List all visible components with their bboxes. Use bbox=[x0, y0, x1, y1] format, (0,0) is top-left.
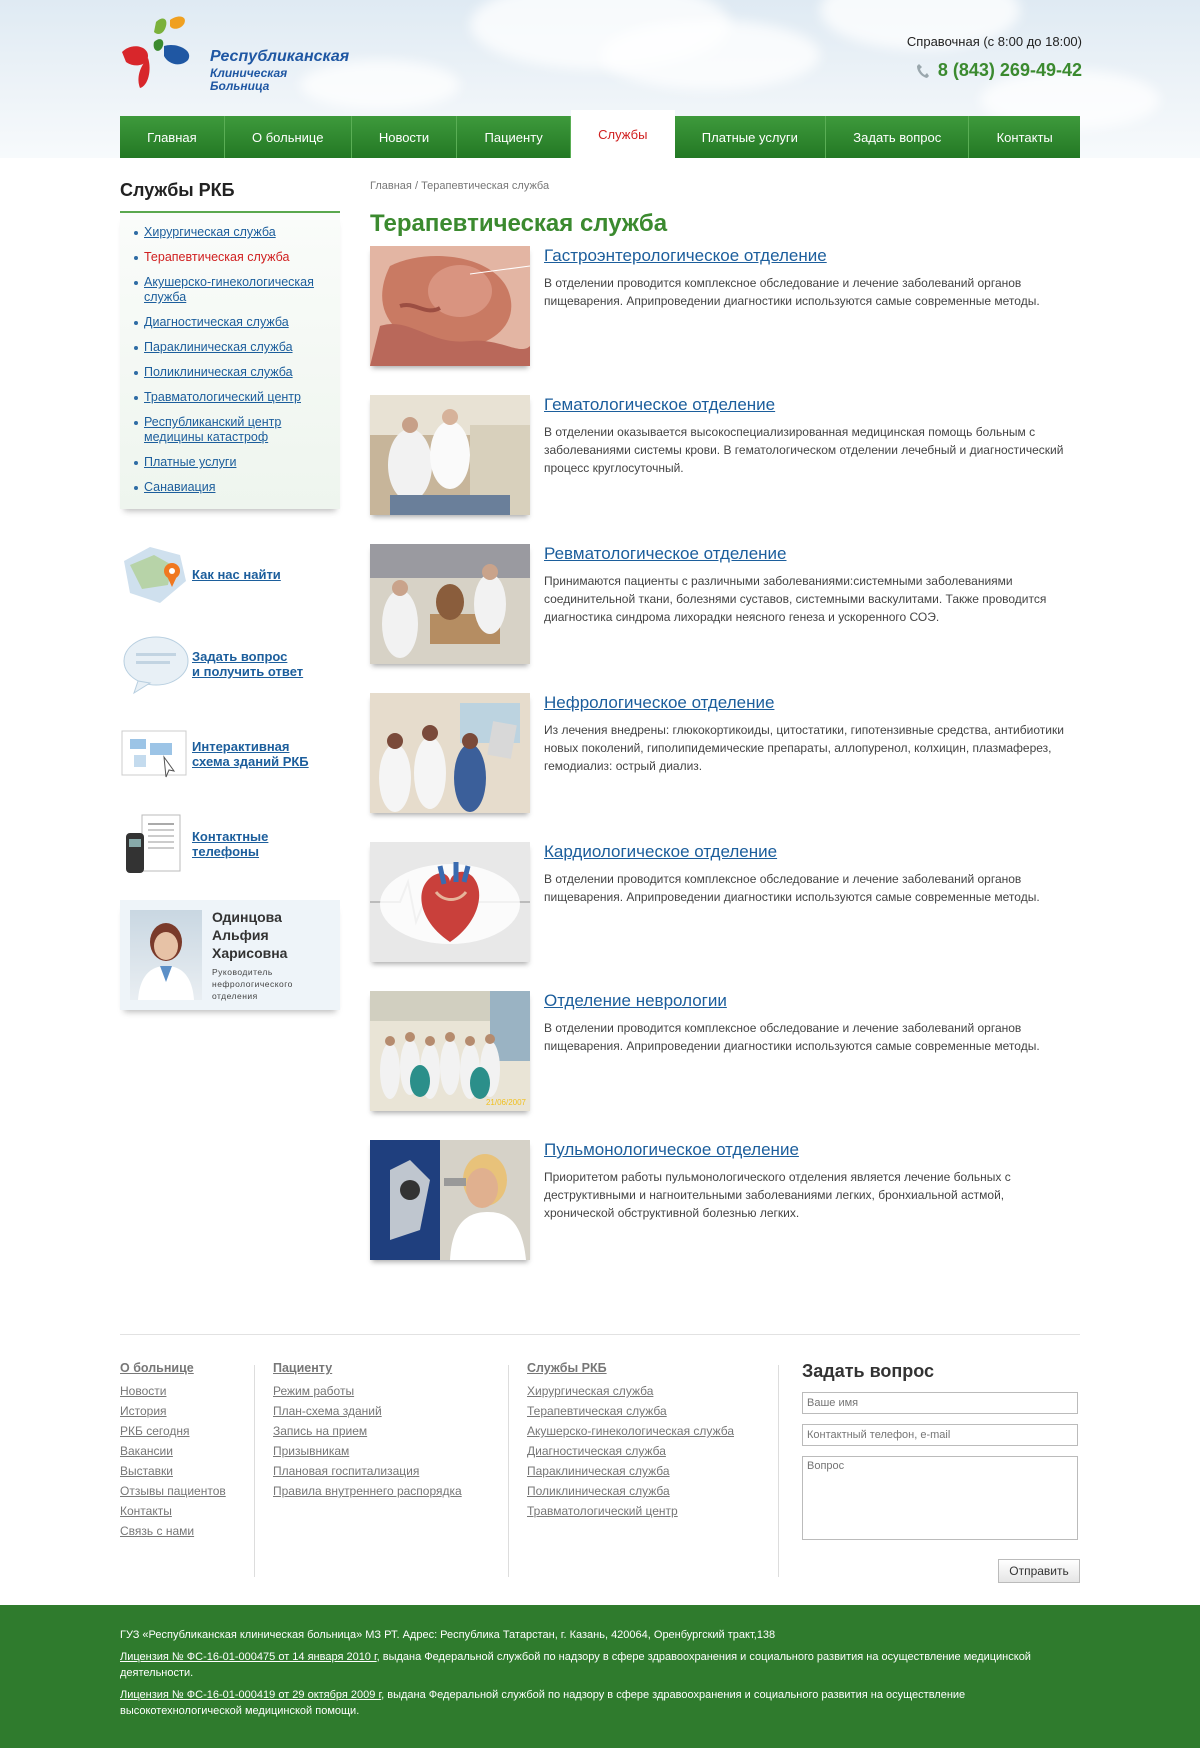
footer-link[interactable]: Поликлиническая служба bbox=[527, 1484, 670, 1498]
footer-link[interactable]: Отзывы пациентов bbox=[120, 1484, 226, 1498]
nav-patient[interactable]: Пациенту bbox=[457, 116, 571, 158]
sidebar-item-obstetrics bbox=[134, 275, 326, 305]
sidebar-menu bbox=[120, 213, 340, 509]
department-head-card[interactable] bbox=[120, 900, 340, 1010]
neurology-photo[interactable] bbox=[370, 991, 530, 1111]
sidebar-link[interactable]: Республиканский центр медицины катастроф bbox=[144, 415, 282, 444]
address-text: ГУЗ «Республиканская клиническая больница» МЗ РТ. Адрес: Республика Татарстан, г. Казань, 420064, Оренбургский тракт,138 bbox=[120, 1629, 776, 1641]
sidebar-link[interactable]: Поликлиническая служба bbox=[144, 365, 293, 379]
footer-link[interactable]: Связь с нами bbox=[120, 1524, 195, 1538]
help-desk-label: Справочная (с 8:00 до 18:00) bbox=[906, 34, 1082, 49]
sidebar-title: Службы РКБ bbox=[120, 180, 340, 213]
breadcrumb-separator: / bbox=[414, 180, 422, 192]
department-title-rheumatology[interactable]: Ревматологическое отделение bbox=[544, 544, 787, 563]
promo-scheme-link[interactable]: Интерактивная схема зданий РКБ bbox=[192, 739, 309, 769]
person-name-1: Одинцова bbox=[212, 909, 282, 925]
footer-col-patient-title[interactable]: Пациенту bbox=[273, 1361, 333, 1375]
nav-services[interactable]: Службы bbox=[571, 110, 675, 158]
breadcrumb bbox=[370, 180, 1080, 192]
sidebar-link[interactable]: Параклиническая служба bbox=[144, 340, 293, 354]
cardiology-photo[interactable] bbox=[370, 842, 530, 962]
sidebar-link[interactable]: Акушерско-гинекологическая служба bbox=[144, 275, 314, 304]
license-1 bbox=[120, 1649, 1040, 1681]
hospital-logo[interactable] bbox=[118, 12, 378, 98]
footer-divider bbox=[254, 1365, 255, 1577]
phone-directory-icon bbox=[120, 811, 192, 877]
footer-link[interactable]: Диагностическая служба bbox=[527, 1444, 666, 1458]
footer-link[interactable]: Правила внутреннего распорядка bbox=[273, 1484, 462, 1498]
department-desc-hematology: В отделении оказывается высокоспециализированная медицинская помощь больным с заболеваниями системы крови. В гематологическом отделении лечебный и диагностический процесс круглосуточный. bbox=[544, 425, 1064, 475]
footer-link[interactable]: Травматологический центр bbox=[527, 1504, 678, 1518]
nav-paid-services[interactable]: Платные услуги bbox=[675, 116, 827, 158]
footer-link[interactable]: История bbox=[120, 1404, 167, 1418]
department-item bbox=[370, 544, 1080, 693]
help-phone[interactable] bbox=[916, 60, 1082, 81]
question-field[interactable] bbox=[802, 1456, 1078, 1540]
license-2 bbox=[120, 1687, 1040, 1719]
department-title-cardiology[interactable]: Кардиологическое отделение bbox=[544, 842, 778, 861]
nav-about[interactable]: О больнице bbox=[225, 116, 352, 158]
nav-home[interactable]: Главная bbox=[120, 116, 225, 158]
promo-find-us[interactable] bbox=[120, 539, 340, 609]
pulmonology-photo[interactable] bbox=[370, 1140, 530, 1260]
promo-scheme[interactable] bbox=[120, 719, 340, 789]
license-2-link[interactable]: Лицензия № ФС-16-01-000419 от 29 октября 2009 г bbox=[120, 1689, 382, 1701]
footer-link[interactable]: План-схема зданий bbox=[273, 1404, 382, 1418]
logo-subtitle-2: Больница bbox=[210, 79, 270, 93]
logo-emblem-icon bbox=[118, 12, 208, 92]
footer-links bbox=[120, 1334, 1080, 1578]
department-title-hematology[interactable]: Гематологическое отделение bbox=[544, 395, 776, 414]
footer-link[interactable]: Параклиническая служба bbox=[527, 1464, 670, 1478]
footer-col-about-title[interactable]: О больнице bbox=[120, 1361, 194, 1375]
phone-number: 8 (843) 269-49-42 bbox=[937, 60, 1082, 80]
footer-link[interactable]: РКБ сегодня bbox=[120, 1424, 190, 1438]
nav-ask-question[interactable]: Задать вопрос bbox=[826, 116, 969, 158]
main-nav bbox=[120, 116, 1080, 158]
sidebar bbox=[120, 180, 340, 879]
department-item bbox=[370, 842, 1080, 991]
sidebar-link[interactable]: Диагностическая служба bbox=[144, 315, 289, 329]
hematology-photo[interactable] bbox=[370, 395, 530, 515]
footer-link[interactable]: Новости bbox=[120, 1384, 167, 1398]
site-header bbox=[0, 0, 1200, 158]
person-name-3: Харисовна bbox=[212, 945, 288, 961]
logo-subtitle-1: Клиническая bbox=[210, 66, 288, 80]
logo-title: Республиканская bbox=[210, 48, 350, 65]
footer-col-about bbox=[120, 1361, 226, 1541]
person-photo bbox=[130, 910, 202, 1000]
license-1-link[interactable]: Лицензия № ФС-16-01-000475 от 14 января 2010 г bbox=[120, 1651, 377, 1663]
department-desc-cardiology: В отделении проводится комплексное обследование и лечение заболеваний органов пищеварения. Априпроведении диагностики используются самые современные методы. bbox=[544, 872, 1040, 904]
footer-link[interactable]: Терапевтическая служба bbox=[527, 1404, 667, 1418]
department-title-nephrology[interactable]: Нефрологическое отделение bbox=[544, 693, 775, 712]
legal-footer bbox=[0, 1605, 1200, 1748]
photo-date-stamp: 21/06/2007 bbox=[485, 1098, 526, 1107]
sidebar-item-trauma bbox=[134, 390, 326, 405]
phone-icon bbox=[916, 63, 930, 79]
license-1-text: , выдана Федеральной службой по надзору в сфере здравоохранения и социального развития на осуществление медицинской деятельности. bbox=[120, 1651, 1031, 1679]
person-name-2: Альфия bbox=[212, 927, 269, 943]
sidebar-item-diagnostic bbox=[134, 315, 326, 330]
footer-link[interactable]: Запись на прием bbox=[273, 1424, 368, 1438]
gastro-photo[interactable] bbox=[370, 246, 530, 366]
footer-link[interactable]: Выставки bbox=[120, 1464, 173, 1478]
name-field[interactable] bbox=[802, 1392, 1078, 1414]
main-content bbox=[370, 180, 1080, 1289]
sidebar-link-active[interactable]: Терапевтическая служба bbox=[144, 250, 290, 264]
sidebar-link[interactable]: Хирургическая служба bbox=[144, 225, 276, 239]
footer-link[interactable]: Хирургическая служба bbox=[527, 1384, 654, 1398]
sidebar-link[interactable]: Травматологический центр bbox=[144, 390, 301, 404]
sidebar-item-polyclinic bbox=[134, 365, 326, 380]
sidebar-item-paraclinical bbox=[134, 340, 326, 355]
sidebar-item-paid bbox=[134, 455, 326, 470]
footer-divider bbox=[508, 1365, 509, 1577]
footer-divider bbox=[778, 1365, 779, 1577]
department-title-neurology[interactable]: Отделение неврологии bbox=[544, 991, 727, 1010]
nav-news[interactable]: Новости bbox=[352, 116, 458, 158]
promo-phones[interactable] bbox=[120, 809, 340, 879]
department-title-gastro[interactable]: Гастроэнтерологическое отделение bbox=[544, 246, 827, 265]
department-title-pulmonology[interactable]: Пульмонологическое отделение bbox=[544, 1140, 799, 1159]
footer-col-patient bbox=[273, 1361, 462, 1501]
breadcrumb-home[interactable]: Главная bbox=[370, 180, 412, 192]
footer-col-services-title[interactable]: Службы РКБ bbox=[527, 1361, 607, 1375]
department-item bbox=[370, 246, 1080, 395]
promo-ask-link[interactable]: Задать вопрос и получить ответ bbox=[192, 649, 304, 679]
sidebar-link[interactable]: Санавиация bbox=[144, 480, 216, 494]
department-item bbox=[370, 991, 1080, 1140]
promo-find-us-link[interactable]: Как нас найти bbox=[192, 566, 281, 582]
nav-contacts[interactable]: Контакты bbox=[996, 129, 1053, 145]
question-form bbox=[802, 1361, 1080, 1591]
question-form-title: Задать вопрос bbox=[802, 1361, 935, 1381]
building-scheme-icon bbox=[120, 721, 192, 787]
rheumatology-photo[interactable] bbox=[370, 544, 530, 664]
department-desc-rheumatology: Принимаются пациенты с различными заболеваниями:системными заболеваниями соединительной ткани, болезнями суставов, системными васкулитами. Также проводится диагностика синдрома лихорадки неясного генеза и ускоренного СОЭ. bbox=[544, 574, 1047, 624]
promo-ask[interactable] bbox=[120, 629, 340, 699]
department-desc-nephrology: Из лечения внедрены: глюкокортикоиды, цитостатики, гипотензивные средства, антибиотики новых поколений, гиполипидемические препараты, аллопуренол, колхицин, плазмаферез, гемодиализ: острый диализ. bbox=[544, 723, 1064, 773]
person-role: Руководитель нефрологического отделения bbox=[212, 967, 293, 1001]
department-item bbox=[370, 693, 1080, 842]
footer-link[interactable]: Плановая госпитализация bbox=[273, 1464, 420, 1478]
speech-bubble-icon bbox=[120, 631, 192, 697]
footer-col-services bbox=[527, 1361, 734, 1521]
sidebar-item-disaster bbox=[134, 415, 326, 445]
page-title: Терапевтическая служба bbox=[370, 210, 668, 237]
sidebar-link[interactable]: Платные услуги bbox=[144, 455, 237, 469]
department-item bbox=[370, 395, 1080, 544]
footer-link[interactable]: Режим работы bbox=[273, 1384, 355, 1398]
footer-link[interactable]: Вакансии bbox=[120, 1444, 173, 1458]
department-desc-neurology: В отделении проводится комплексное обследование и лечение заболеваний органов пищеварения. Априпроведении диагностики используются самые современные методы. bbox=[544, 1021, 1040, 1053]
breadcrumb-current: Терапевтическая служба bbox=[421, 180, 550, 192]
footer-link[interactable]: Акушерско-гинекологическая служба bbox=[527, 1424, 734, 1438]
sidebar-item-therapy bbox=[134, 250, 326, 265]
send-button[interactable]: Отправить bbox=[998, 1559, 1080, 1583]
promo-phones-link[interactable]: Контактные телефоны bbox=[192, 829, 269, 859]
nephrology-photo[interactable] bbox=[370, 693, 530, 813]
footer-link[interactable]: Контакты bbox=[120, 1504, 172, 1518]
sidebar-item-sanaviation bbox=[134, 480, 326, 495]
map-pin-icon bbox=[120, 541, 192, 607]
department-item bbox=[370, 1140, 1080, 1289]
license-2-text: , выдана Федеральной службой по надзору в сфере здравоохранения и социального развития на осуществление высокотехнологической медицинской помощи. bbox=[120, 1689, 966, 1717]
department-desc-pulmonology: Приоритетом работы пульмонологического отделения является лечение больных с деструктивными и нагноительными заболеваниями легких, бронхиальной астмой, хронической обструктивной болезнью легких. bbox=[544, 1170, 1011, 1220]
contact-field[interactable] bbox=[802, 1424, 1078, 1446]
footer-link[interactable]: Призывникам bbox=[273, 1444, 350, 1458]
sidebar-item-surgery bbox=[134, 225, 326, 240]
department-desc-gastro: В отделении проводится комплексное обследование и лечение заболеваний органов пищеварения. Априпроведении диагностики используются самые современные методы. bbox=[544, 276, 1040, 308]
